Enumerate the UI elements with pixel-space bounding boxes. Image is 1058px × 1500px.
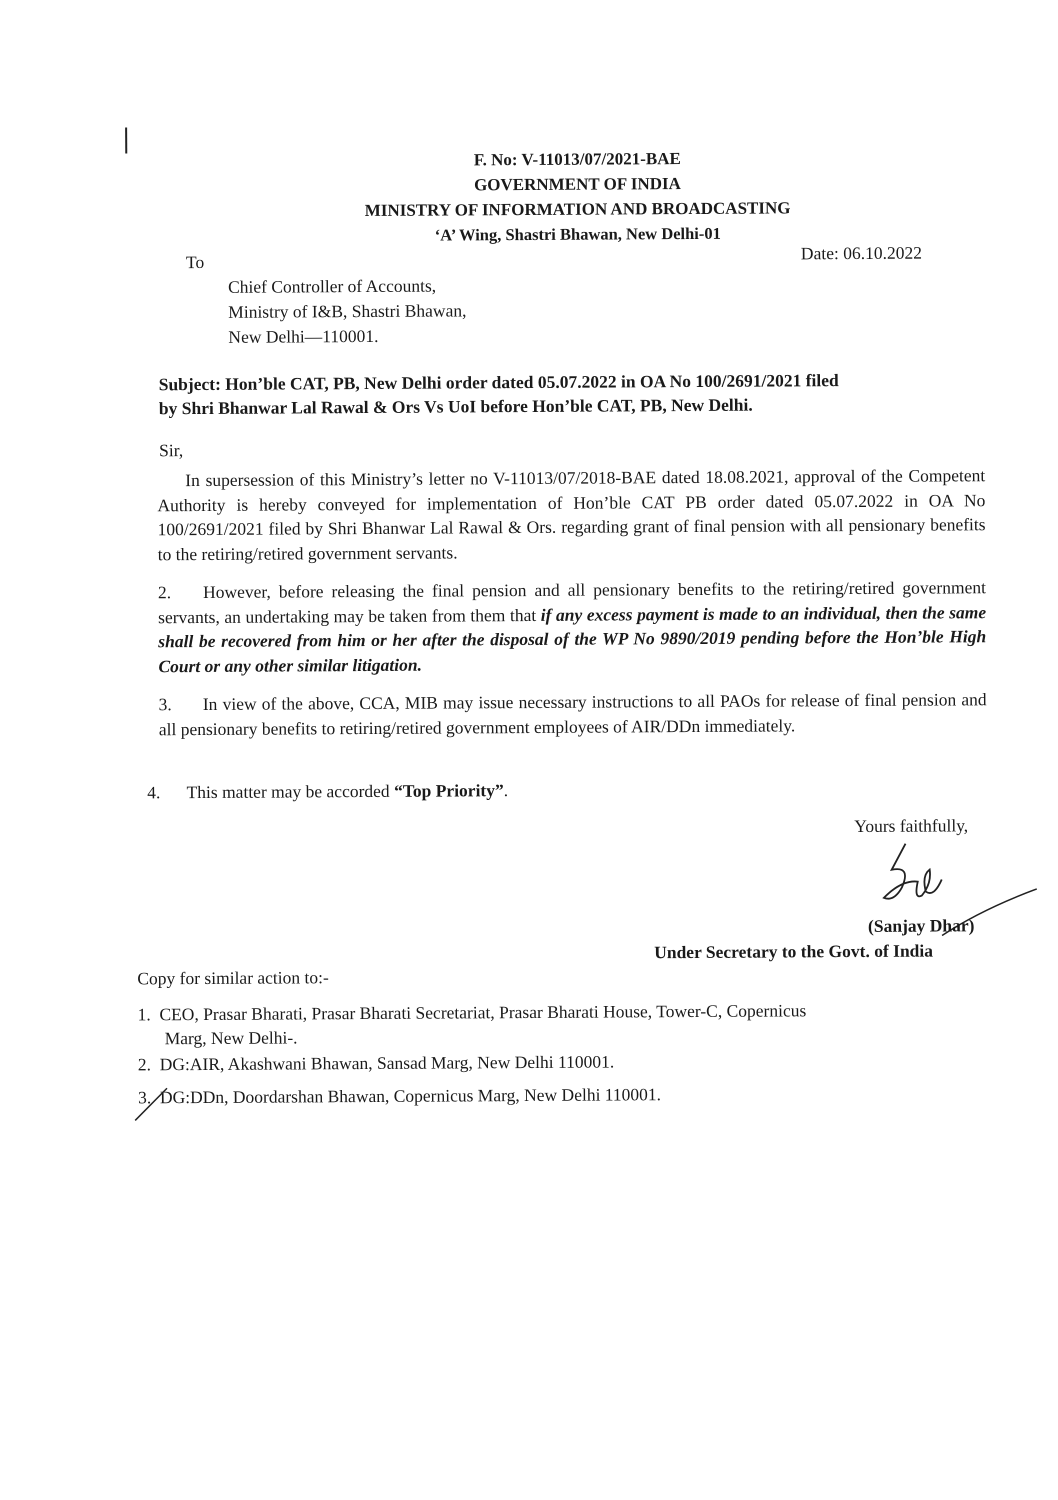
copy-item-text: DG:AIR, Akashwani Bhawan, Sansad Marg, New Delhi 110001. — [159, 1051, 615, 1075]
paragraph-emphasis: “Top Priority” — [393, 780, 504, 801]
office-address: ‘A’ Wing, Shastri Bhawan, New Delhi-01 — [434, 223, 721, 245]
closing: Yours faithfully, — [854, 815, 969, 837]
copy-item-number: 1. — [137, 1004, 151, 1025]
letter-date: Date: 06.10.2022 — [800, 242, 922, 264]
paragraph-text: This matter may be accorded — [186, 780, 395, 803]
recipient-line: Ministry of I&B, Shastri Bhawan, — [228, 300, 467, 322]
subject-line: Subject: Hon’ble CAT, PB, New Delhi order dated 05.07.2022 in OA No 100/2691/2021 filed — [158, 370, 839, 395]
paragraph-number: 2. — [157, 582, 172, 603]
paragraph-2 — [158, 575, 987, 678]
paragraph-number: 3. — [158, 694, 172, 715]
paragraph-emphasis: if any excess payment is made to an individual, then the same shall be recovered from him or her after the disposal of the WP No 9890/2019 pending before the Hon’ble High Court or any other similar litigation. — [158, 601, 987, 676]
tick-mark — [131, 1084, 171, 1124]
copy-item-text: DG:DDn, Doordarshan Bhawan, Copernicus Marg, New Delhi 110001. — [159, 1084, 662, 1108]
to-label: To — [185, 251, 205, 273]
paragraph-1: In supersession of this Ministry’s letter no V-11013/07/2018-BAE dated 18.08.2021, approval of the Competent Authority is hereby conveyed for implementation of Hon’ble CAT PB order dated 05.07.2022 in OA No 100/2691/2021 filed by Shri Bhanwar Lal Rawal & Ors. regarding grant of final pension with all pensionary benefits to the retiring/retired government servants. — [157, 465, 986, 564]
copy-item-text: CEO, Prasar Bharati, Prasar Bharati Secretariat, Prasar Bharati House, Tower-C, Copernicus — [159, 1000, 807, 1025]
paragraph-3 — [159, 687, 987, 741]
paragraph-text: In view of the above, CCA, MIB may issue necessary instructions to all PAOs for release of final pension and all pensionary benefits to retiring/retired government employees of AIR/DDn immediately. — [158, 689, 987, 739]
copy-item-number: 3. — [137, 1087, 152, 1108]
ministry-heading: MINISTRY OF INFORMATION AND BROADCASTING — [364, 198, 791, 220]
copy-item — [138, 1049, 614, 1076]
paragraph-4 — [147, 778, 508, 804]
subject-line: by Shri Bhanwar Lal Rawal & Ors Vs UoI before Hon’ble CAT, PB, New Delhi. — [158, 394, 753, 419]
paragraph-end: . — [503, 780, 509, 801]
copy-item-number: 2. — [137, 1054, 152, 1075]
signatory-title: Under Secretary to the Govt. of India — [654, 940, 934, 963]
signatory-name: (Sanjay Dhar) — [867, 915, 975, 936]
govt-heading: GOVERNMENT OF INDIA — [473, 174, 681, 195]
copy-item — [137, 998, 806, 1026]
file-number: F. No: V-11013/07/2021-BAE — [473, 149, 681, 170]
recipient-line: Chief Controller of Accounts, — [228, 275, 437, 297]
paragraph-number: 4. — [147, 782, 161, 803]
recipient-line: New Delhi—110001. — [228, 325, 379, 347]
copy-heading: Copy for similar action to:- — [137, 967, 329, 989]
copy-item-continuation: Marg, New Delhi-. — [164, 1027, 298, 1049]
salutation: Sir, — [159, 440, 184, 461]
copy-item — [138, 1082, 661, 1109]
paragraph-text: However, before releasing the final pension and all pensionary benefits to the retiring/retired government servants, an undertaking may be taken from them that — [158, 577, 987, 627]
